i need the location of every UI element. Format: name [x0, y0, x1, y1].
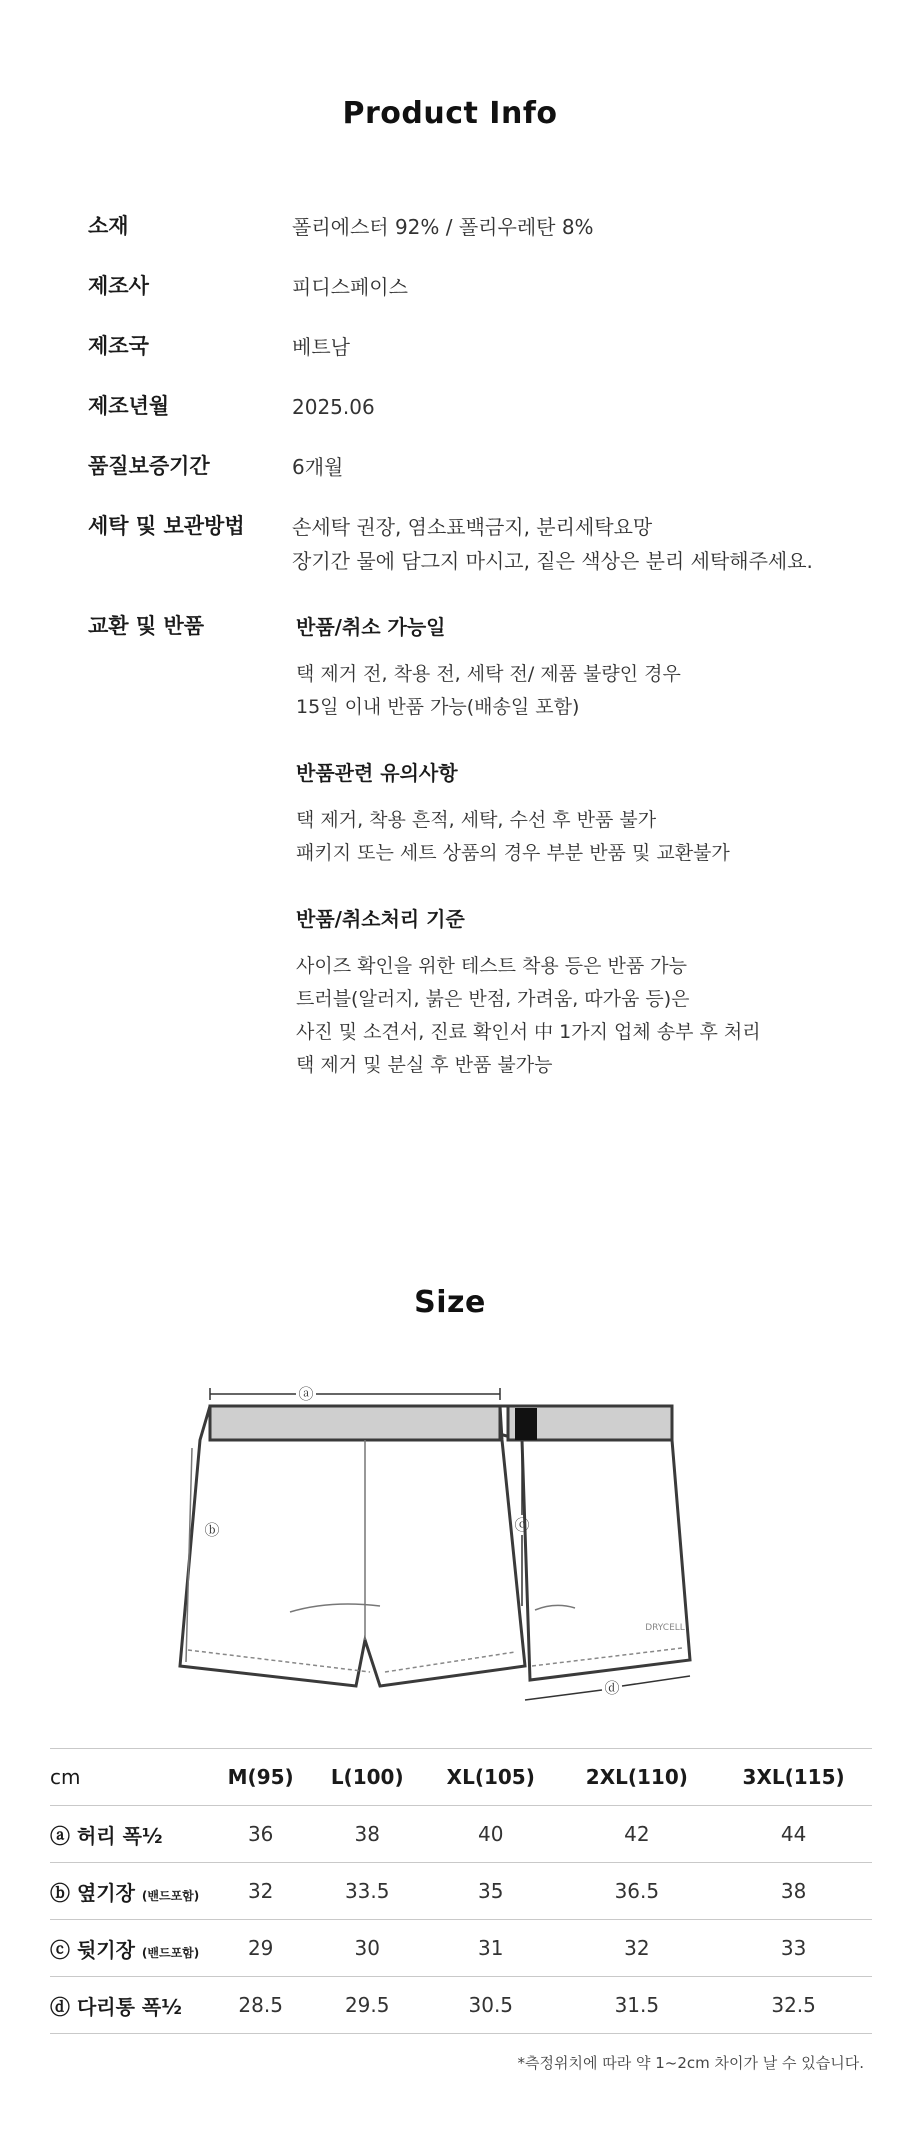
- info-row-returns: [88, 610, 848, 1082]
- info-value: 피디스페이스: [292, 275, 408, 299]
- info-label: 제조년월: [88, 394, 170, 418]
- table-row: [50, 1806, 872, 1863]
- header-size: XL(105): [423, 1749, 558, 1806]
- table-cell: 40: [423, 1806, 558, 1863]
- table-cell: 31.5: [558, 1977, 715, 2034]
- returns-text: 택 제거, 착용 흔적, 세탁, 수선 후 반품 불가 패키지 또는 세트 상품의 경우 부분 반품 및 교환불가: [296, 809, 730, 864]
- info-label: 세탁 및 보관방법: [88, 514, 245, 538]
- header-size: M(95): [210, 1749, 311, 1806]
- header-size: 2XL(110): [558, 1749, 715, 1806]
- returns-heading: 반품/취소 가능일: [296, 615, 446, 639]
- info-row-date: [88, 390, 848, 450]
- measure-label-d: ⓓ: [604, 1679, 620, 1697]
- returns-block-criteria: [296, 904, 848, 1082]
- table-cell: 30: [311, 1920, 423, 1977]
- product-info-table: [88, 210, 848, 1082]
- size-table-header: [50, 1749, 872, 1806]
- table-cell: 36.5: [558, 1863, 715, 1920]
- info-row-care: [88, 510, 848, 610]
- table-cell: 32.5: [715, 1977, 872, 2034]
- info-label: 소재: [88, 214, 129, 238]
- table-cell: 29.5: [311, 1977, 423, 2034]
- header-size: 3XL(115): [715, 1749, 872, 1806]
- table-cell: 42: [558, 1806, 715, 1863]
- row-label: ⓒ 뒷기장 (밴드포함): [50, 1920, 210, 1977]
- table-row: [50, 1920, 872, 1977]
- returns-text: 사이즈 확인을 위한 테스트 착용 등은 반품 가능 트러블(알러지, 붉은 반점, 가려움, 따가움 등)은 사진 및 소견서, 진료 확인서 中 1가지 업체 송부 후 처리 택 제거 및 분실 후 반품 불가능: [296, 955, 761, 1076]
- measurement-note: *측정위치에 따라 약 1~2cm 차이가 날 수 있습니다.: [517, 2054, 864, 2072]
- returns-heading: 반품관련 유의사항: [296, 761, 458, 785]
- returns-text: 택 제거 전, 착용 전, 세탁 전/ 제품 불량인 경우 15일 이내 반품 가능(배송일 포함): [296, 663, 681, 718]
- returns-block-period: [296, 610, 848, 724]
- table-row: [50, 1977, 872, 2034]
- table-cell: 31: [423, 1920, 558, 1977]
- row-label: ⓓ 다리통 폭½: [50, 1977, 210, 2034]
- table-cell: 29: [210, 1920, 311, 1977]
- table-row: [50, 1863, 872, 1920]
- shorts-size-diagram: [170, 1380, 730, 1710]
- table-cell: 44: [715, 1806, 872, 1863]
- info-label: 품질보증기간: [88, 454, 210, 478]
- returns-block-notice: [296, 758, 848, 870]
- table-cell: 33: [715, 1920, 872, 1977]
- row-label: ⓑ 옆기장 (밴드포함): [50, 1863, 210, 1920]
- brand-tag-text: DRYCELL: [645, 1623, 685, 1633]
- table-cell: 38: [311, 1806, 423, 1863]
- table-cell: 32: [210, 1863, 311, 1920]
- measure-label-c: ⓒ: [514, 1516, 530, 1534]
- size-title: Size: [414, 1285, 486, 1320]
- table-cell: 28.5: [210, 1977, 311, 2034]
- measure-label-a: ⓐ: [298, 1385, 314, 1403]
- product-info-title: Product Info: [342, 96, 558, 131]
- table-cell: 35: [423, 1863, 558, 1920]
- info-value: 폴리에스터 92% / 폴리우레탄 8%: [292, 215, 594, 239]
- info-label: 교환 및 반품: [88, 614, 205, 638]
- info-value: 베트남: [292, 335, 350, 359]
- info-row-warranty: [88, 450, 848, 510]
- table-cell: 36: [210, 1806, 311, 1863]
- table-cell: 38: [715, 1863, 872, 1920]
- info-row-country: [88, 330, 848, 390]
- returns-heading: 반품/취소처리 기준: [296, 907, 465, 931]
- info-value: 6개월: [292, 455, 344, 479]
- info-value: 손세탁 권장, 염소표백금지, 분리세탁요망 장기간 물에 담그지 마시고, 짙은 색상은 분리 세탁해주세요.: [292, 515, 813, 573]
- shorts-front-view: [180, 1406, 525, 1686]
- measure-label-b: ⓑ: [204, 1521, 220, 1539]
- header-size: L(100): [311, 1749, 423, 1806]
- table-cell: 33.5: [311, 1863, 423, 1920]
- info-row-material: [88, 210, 848, 270]
- info-value: 2025.06: [292, 395, 375, 419]
- header-unit: cm: [50, 1749, 210, 1806]
- info-label: 제조사: [88, 274, 149, 298]
- table-cell: 30.5: [423, 1977, 558, 2034]
- info-label: 제조국: [88, 334, 149, 358]
- size-table: [50, 1748, 872, 2034]
- table-cell: 32: [558, 1920, 715, 1977]
- info-row-manufacturer: [88, 270, 848, 330]
- row-label: ⓐ 허리 폭½: [50, 1806, 210, 1863]
